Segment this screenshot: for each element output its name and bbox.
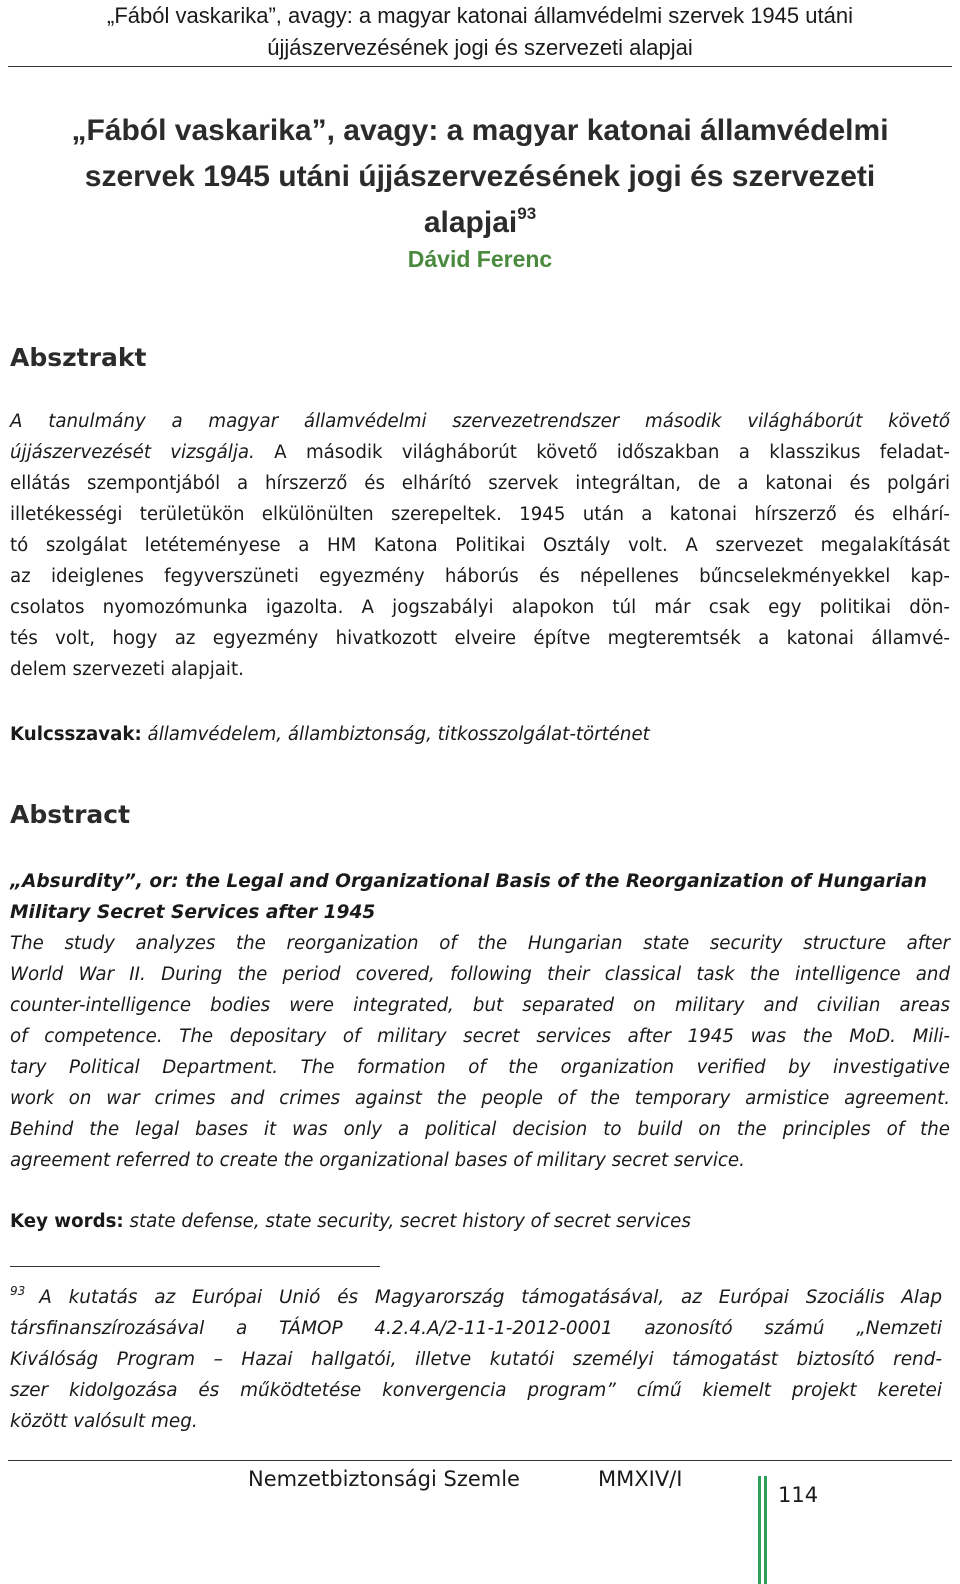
footnote-line xyxy=(10,1282,942,1313)
abstract-en-heading: Abstract xyxy=(10,800,131,829)
keywords-hu-label: Kulcsszavak: xyxy=(10,724,142,745)
abstract-en-line: The study analyzes the reorganization of the Hungarian state security structure after xyxy=(10,933,950,954)
abstract-hu-line xyxy=(10,437,950,468)
abstract-en-line: Behind the legal bases it was only a political decision to build on the principles of the xyxy=(10,1119,950,1140)
keywords-en-values: state defense, state security, secret history of secret services xyxy=(129,1211,691,1232)
footnote-line: társfinanszírozásával a TÁMOP 4.2.4.A/2-11-1-2012-0001 azonosító számú „Nemzeti xyxy=(10,1318,942,1339)
abstract-hu-line: illetékességi területükön elkülönülten szerepeltek. 1945 után a katonai hírszerző és elhárí- xyxy=(10,504,950,525)
footnote-line: szer kidolgozása és működtetése konvergencia program” című kiemelt projekt keretei xyxy=(10,1380,942,1401)
abstract-hu-line: csolatos nyomozómunka igazolta. A jogszabályi alapokon túl már csak egy politikai dön- xyxy=(10,597,950,618)
abstract-en-body xyxy=(10,928,950,1176)
page-number: 114 xyxy=(778,1483,819,1507)
keywords-en xyxy=(10,1207,950,1237)
footnote-line: között valósult meg. xyxy=(10,1411,198,1432)
abstract-en-line: World War II. During the period covered, following their classical task the intelligence and xyxy=(10,964,950,985)
page-number-accent-bar xyxy=(764,1476,767,1584)
running-header xyxy=(0,0,960,64)
footnote-number: 93 xyxy=(10,1284,26,1298)
footer-issue: MMXIV/I xyxy=(598,1467,683,1491)
title-line-2: szervek 1945 utáni újjászervezésének jogi és szervezeti xyxy=(84,160,876,193)
running-header-line-2: újjászervezésének jogi és szervezeti alapjai xyxy=(267,35,693,60)
abstract-hu-line: ellátás szempontjából a hírszerző és elhárító szervek integráltan, de a katonai és polgári xyxy=(10,473,950,494)
abstract-hu-line: tó szolgálat letéteményese a HM Katona Politikai Osztály volt. A szervezet megalakítását xyxy=(10,535,950,556)
english-title-line-1: „Absurdity”, or: the Legal and Organizational Basis of the Reorganization of Hungarian xyxy=(10,871,927,892)
english-title xyxy=(10,866,950,928)
english-title-line-2: Military Secret Services after 1945 xyxy=(10,902,376,923)
abstract-hu-body xyxy=(10,406,950,685)
abstract-hu-line-2-rest: A második világháborút követő időszakban a klasszikus feladat- xyxy=(254,442,950,463)
abstract-hu-line: tés volt, hogy az egyezmény hivatkozott elveire építve megteremtsék a katonai államvé- xyxy=(10,628,950,649)
page-number-accent-bar xyxy=(758,1476,761,1584)
abstract-hu-line: az ideiglenes fegyverszüneti egyezmény háborús és népellenes bűncselekményekkel kap- xyxy=(10,566,950,587)
title-line-1: „Fából vaskarika”, avagy: a magyar katonai államvédelmi xyxy=(71,114,889,147)
abstract-en-line: counter-intelligence bodies were integrated, but separated on military and civilian areas xyxy=(10,995,950,1016)
title-line-3 xyxy=(0,200,960,246)
abstract-hu-heading: Absztrakt xyxy=(10,343,147,372)
title-footnote-ref[interactable]: 93 xyxy=(517,204,537,223)
abstract-en-line: work on war crimes and crimes against the people of the temporary armistice agreement. xyxy=(10,1088,950,1109)
abstract-hu-line-2-italic: újjászervezését vizsgálja. xyxy=(10,442,255,463)
footnote-divider xyxy=(10,1266,380,1267)
article-title xyxy=(0,108,960,246)
abstract-en-line: agreement referred to create the organizational bases of military secret service. xyxy=(10,1150,745,1171)
footer-journal-name: Nemzetbiztonsági Szemle xyxy=(248,1467,520,1491)
keywords-hu xyxy=(10,720,950,750)
header-divider xyxy=(8,66,952,67)
title-line-3-text: alapjai xyxy=(423,206,518,239)
abstract-en-line: of competence. The depositary of military secret services after 1945 was the MoD. Mili- xyxy=(10,1026,950,1047)
footer-divider xyxy=(8,1460,952,1461)
footnote xyxy=(10,1282,942,1437)
keywords-en-label: Key words: xyxy=(10,1211,124,1232)
abstract-hu-line: A tanulmány a magyar államvédelmi szervezetrendszer második világháborút követő xyxy=(10,411,950,432)
abstract-en-line: tary Political Department. The formation of the organization verified by investigative xyxy=(10,1057,950,1078)
footnote-line-1-text: A kutatás az Európai Unió és Magyarország támogatásával, az Európai Szociális Alap xyxy=(39,1287,942,1308)
abstract-hu-line: delem szervezeti alapjait. xyxy=(10,659,244,680)
keywords-hu-values: államvédelem, állambiztonság, titkosszolgálat-történet xyxy=(147,724,650,745)
author-name: Dávid Ferenc xyxy=(407,246,553,272)
running-header-line-1: „Fából vaskarika”, avagy: a magyar katonai államvédelmi szervek 1945 utáni xyxy=(107,3,853,28)
footnote-line: Kiválóság Program – Hazai hallgatói, illetve kutatói személyi támogatást biztosító rend- xyxy=(10,1349,942,1370)
